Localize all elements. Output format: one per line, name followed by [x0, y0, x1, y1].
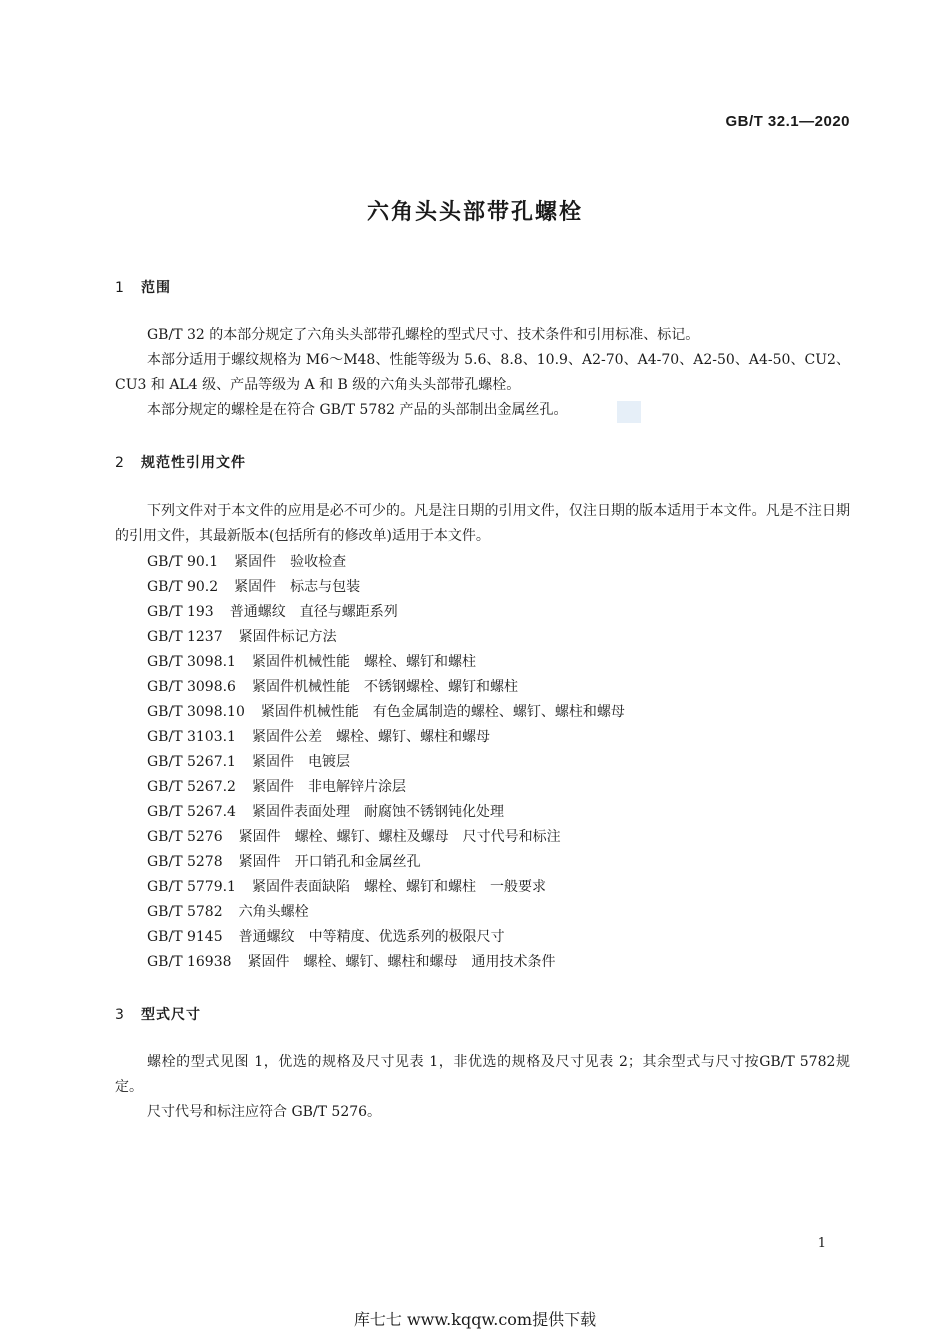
reference-title: 紧固件 标志与包装 — [234, 579, 361, 595]
reference-code: GB/T 5276 — [147, 829, 223, 845]
reference-code: GB/T 5267.4 — [147, 804, 236, 820]
reference-item — [147, 950, 625, 975]
reference-title: 紧固件机械性能 有色金属制造的螺栓、螺钉、螺柱和螺母 — [260, 704, 625, 720]
reference-title: 紧固件 开口销孔和金属丝孔 — [238, 854, 421, 870]
reference-item — [147, 675, 625, 700]
section-number: 2 — [115, 455, 125, 471]
reference-item — [147, 875, 625, 900]
section-number: 3 — [115, 1007, 125, 1023]
normative-reference-list — [147, 550, 625, 975]
reference-item — [147, 925, 625, 950]
refs-intro-paragraph: 下列文件对于本文件的应用是必不可少的。凡是注日期的引用文件，仅注日期的版本适用于本文件。凡是不注日期的引用文件，其最新版本(包括所有的修改单)适用于本文件。 — [115, 503, 850, 544]
scope-paragraph-3: 本部分规定的螺栓是在符合 GB/T 5782 产品的头部制出金属丝孔。 — [147, 402, 568, 418]
reference-title: 紧固件机械性能 不锈钢螺栓、螺钉和螺柱 — [251, 679, 518, 695]
footer-download-note: 库七七 www.kqqw.com提供下载 — [353, 1310, 597, 1329]
reference-code: GB/T 3103.1 — [147, 729, 236, 745]
reference-item — [147, 750, 625, 775]
reference-title: 紧固件 螺栓、螺钉、螺柱和螺母 通用技术条件 — [247, 954, 556, 970]
reference-title: 紧固件 电镀层 — [251, 754, 350, 770]
reference-item — [147, 650, 625, 675]
reference-item — [147, 700, 625, 725]
reference-code: GB/T 9145 — [147, 929, 223, 945]
reference-code: GB/T 3098.6 — [147, 679, 236, 695]
reference-code: GB/T 3098.1 — [147, 654, 236, 670]
scope-paragraph-1: GB/T 32 的本部分规定了六角头头部带孔螺栓的型式尺寸、技术条件和引用标准、标记。 — [147, 327, 700, 343]
reference-item — [147, 600, 625, 625]
section-1-heading — [115, 277, 171, 297]
watermark-logo — [617, 401, 641, 423]
reference-title: 普通螺纹 中等精度、优选系列的极限尺寸 — [238, 929, 505, 945]
reference-code: GB/T 90.1 — [147, 554, 219, 570]
reference-code: GB/T 90.2 — [147, 579, 219, 595]
reference-title: 紧固件公差 螺栓、螺钉、螺柱和螺母 — [251, 729, 490, 745]
document-title: 六角头头部带孔螺栓 — [366, 200, 583, 225]
section-title: 型式尺寸 — [141, 1007, 201, 1023]
section-title: 规范性引用文件 — [141, 455, 246, 471]
reference-title: 紧固件机械性能 螺栓、螺钉和螺柱 — [251, 654, 476, 670]
reference-item — [147, 625, 625, 650]
reference-item — [147, 900, 625, 925]
reference-code: GB/T 3098.10 — [147, 704, 245, 720]
reference-item — [147, 550, 625, 575]
reference-title: 紧固件 螺栓、螺钉、螺柱及螺母 尺寸代号和标注 — [238, 829, 561, 845]
scope-paragraph-2: 本部分适用于螺纹规格为 M6～M48、性能等级为 5.6、8.8、10.9、A2-70、A4-70、A2-50、A4-50、CU2、CU3 和 AL4 级、产品等级为 A 和 B 级的六角头头部带孔螺栓。 — [115, 352, 850, 393]
reference-code: GB/T 1237 — [147, 629, 223, 645]
reference-title: 紧固件 验收检查 — [234, 554, 347, 570]
reference-item — [147, 850, 625, 875]
reference-code: GB/T 5779.1 — [147, 879, 236, 895]
page-number: 1 — [817, 1236, 826, 1251]
reference-item — [147, 775, 625, 800]
reference-title: 紧固件表面处理 耐腐蚀不锈钢钝化处理 — [251, 804, 504, 820]
reference-title: 紧固件标记方法 — [238, 629, 337, 645]
standard-code: GB/T 32.1—2020 — [725, 113, 850, 130]
reference-code: GB/T 5782 — [147, 904, 223, 920]
reference-item — [147, 825, 625, 850]
reference-code: GB/T 193 — [147, 604, 214, 620]
reference-code: GB/T 5278 — [147, 854, 223, 870]
reference-item — [147, 800, 625, 825]
reference-code: GB/T 16938 — [147, 954, 232, 970]
section-number: 1 — [115, 280, 125, 296]
reference-title: 普通螺纹 直径与螺距系列 — [229, 604, 398, 620]
reference-title: 紧固件表面缺陷 螺栓、螺钉和螺柱 一般要求 — [251, 879, 546, 895]
reference-code: GB/T 5267.2 — [147, 779, 236, 795]
form-paragraph-2: 尺寸代号和标注应符合 GB/T 5276。 — [147, 1104, 382, 1120]
reference-title: 紧固件 非电解锌片涂层 — [251, 779, 406, 795]
section-title: 范围 — [141, 280, 171, 296]
reference-title: 六角头螺栓 — [238, 904, 309, 920]
form-paragraph-1: 螺栓的型式见图 1，优选的规格及尺寸见表 1，非优选的规格及尺寸见表 2；其余型式与尺寸按GB/T 5782规定。 — [115, 1054, 850, 1095]
reference-code: GB/T 5267.1 — [147, 754, 236, 770]
section-2-heading — [115, 452, 246, 472]
section-3-heading — [115, 1004, 201, 1024]
reference-item — [147, 575, 625, 600]
reference-item — [147, 725, 625, 750]
